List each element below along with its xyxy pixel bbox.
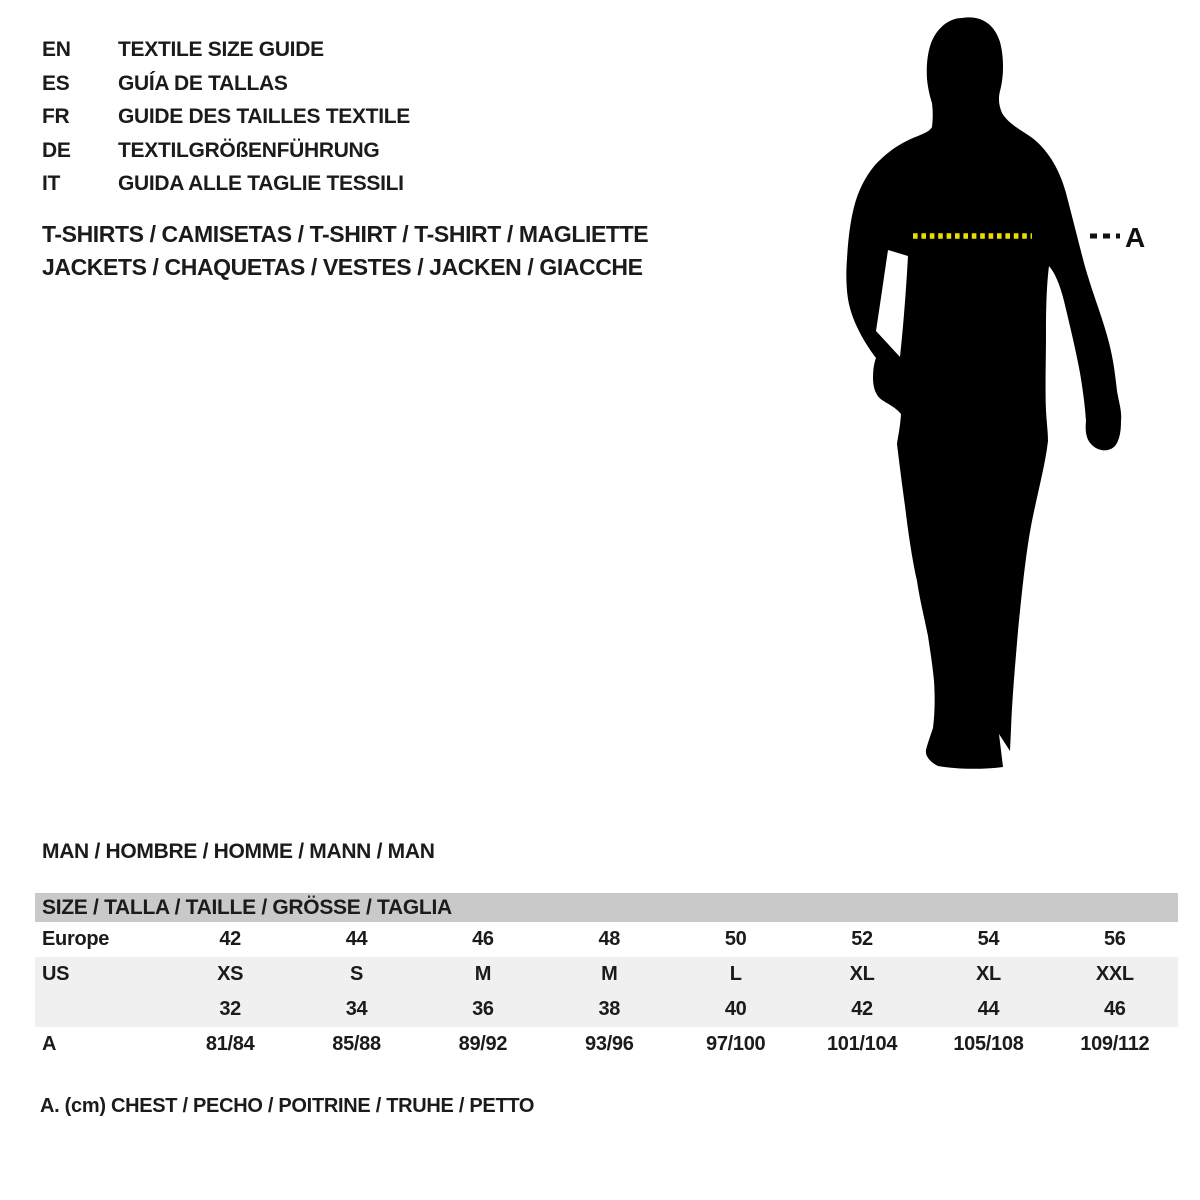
- size-cell: 54: [977, 928, 1000, 950]
- size-cell: 40: [724, 998, 747, 1020]
- size-cell: XL: [849, 963, 875, 985]
- language-code: EN: [42, 38, 71, 61]
- size-cell: L: [729, 963, 742, 985]
- language-code: IT: [42, 172, 61, 195]
- row-label: A: [42, 1033, 57, 1055]
- size-cell: 46: [1103, 998, 1126, 1020]
- category-line-jackets: JACKETS / CHAQUETAS / VESTES / JACKEN / GIACCHE: [42, 253, 643, 280]
- size-cell: 81/84: [205, 1033, 255, 1055]
- size-cell: 89/92: [458, 1033, 508, 1055]
- guide-title-it: GUIDA ALLE TAGLIE TESSILI: [118, 172, 404, 195]
- guide-title-es: GUÍA DE TALLAS: [118, 71, 288, 95]
- size-cell: 42: [851, 998, 873, 1020]
- size-cell: XS: [217, 963, 244, 985]
- size-cell: 50: [724, 928, 747, 950]
- size-cell: 38: [598, 998, 621, 1020]
- measure-label-a: A: [1125, 222, 1146, 253]
- row-label: US: [42, 963, 70, 985]
- language-row-it: [42, 167, 410, 201]
- size-cell: M: [474, 963, 492, 985]
- size-table: [35, 893, 1178, 1062]
- size-cell: 36: [472, 998, 494, 1020]
- language-row-es: [42, 67, 410, 101]
- language-row-en: [42, 33, 410, 67]
- size-cell: 34: [345, 998, 368, 1020]
- size-cell: 85/88: [332, 1033, 381, 1055]
- size-cell: XL: [975, 963, 1001, 985]
- size-cell: 93/96: [585, 1033, 634, 1055]
- measurement-footnote: A. (cm) CHEST / PECHO / POITRINE / TRUHE / PETTO: [40, 1095, 535, 1117]
- guide-title-de: TEXTILGRÖßENFÜHRUNG: [118, 138, 380, 162]
- row-label: Europe: [42, 928, 110, 950]
- man-silhouette-shape: [846, 17, 1121, 768]
- language-code: ES: [42, 71, 70, 95]
- size-row-chest: [35, 1027, 1178, 1062]
- size-row-europe: [35, 922, 1178, 957]
- language-code: DE: [42, 138, 71, 162]
- size-cell: 46: [472, 928, 494, 950]
- language-code: FR: [42, 105, 70, 128]
- size-cell: 56: [1103, 928, 1126, 950]
- size-table-header: SIZE / TALLA / TAILLE / GRÖSSE / TAGLIA: [35, 893, 1178, 922]
- size-cell: M: [601, 963, 618, 985]
- category-line-tshirts: T-SHIRTS / CAMISETAS / T-SHIRT / T-SHIRT / MAGLIETTE: [42, 221, 649, 247]
- size-cell: 44: [345, 928, 368, 950]
- size-cell: 42: [219, 928, 242, 950]
- size-cell: 52: [851, 928, 873, 950]
- section-title-man: MAN / HOMBRE / HOMME / MANN / MAN: [42, 840, 435, 863]
- size-row-us: [35, 957, 1178, 992]
- size-cell: 109/112: [1080, 1033, 1150, 1055]
- language-row-fr: [42, 100, 410, 134]
- language-title-list: [42, 33, 410, 201]
- garment-categories: [42, 218, 648, 283]
- man-silhouette-figure: [840, 0, 1160, 800]
- guide-title-en: TEXTILE SIZE GUIDE: [118, 38, 324, 61]
- size-row-numeric: [35, 992, 1178, 1027]
- size-cell: S: [350, 963, 364, 985]
- size-cell: 48: [598, 928, 621, 950]
- size-cell: 97/100: [706, 1033, 766, 1055]
- guide-title-fr: GUIDE DES TAILLES TEXTILE: [118, 105, 410, 128]
- size-cell: 44: [977, 998, 1000, 1020]
- size-cell: 101/104: [826, 1033, 898, 1055]
- size-cell: 105/108: [953, 1033, 1024, 1055]
- size-cell: 32: [219, 998, 242, 1020]
- language-row-de: [42, 134, 410, 168]
- size-cell: XXL: [1095, 963, 1134, 985]
